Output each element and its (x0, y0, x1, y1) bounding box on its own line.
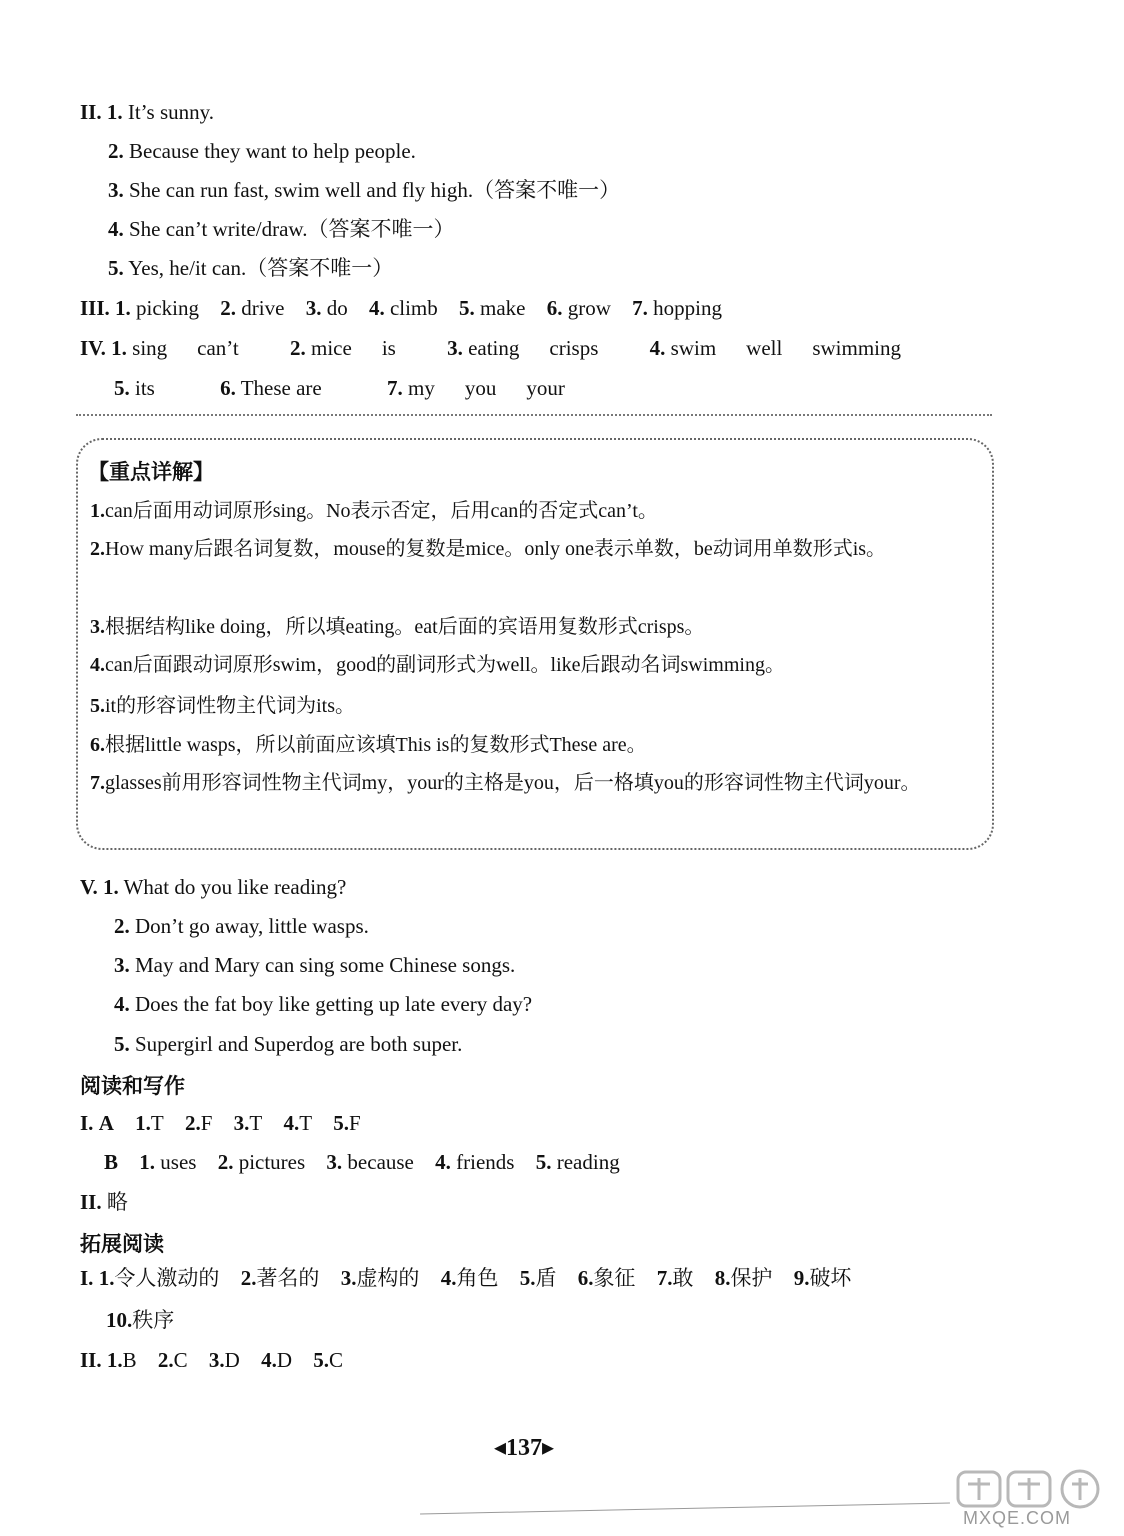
section-5-item-5: 5. Supergirl and Superdog are both super. (114, 1032, 463, 1056)
bottom-rule (420, 1502, 950, 1514)
section-3-row: III. 1. picking 2. drive 3. do 4. climb 5. make 6. grow 7. hopping (80, 296, 723, 320)
section-5-item-2: 2. Don’t go away, little wasps. (114, 914, 369, 938)
explanation-item-5: 5.it的形容词性物主代词为its。 (90, 695, 356, 717)
section-4-row-2: 5. its 6. These are 7. my you your (114, 376, 565, 400)
explanation-item-4: 4.can后面跟动词原形swim，good的副词形式为well。like后跟动名词swimming。 (90, 654, 785, 676)
watermark-site: MXQE.COM (963, 1508, 1072, 1528)
extended-part-1-row-1: I. 1.令人激动的 2.著名的 3.虚构的 4.角色 5.盾 6.象征 7.敢 8.保护 9.破坏 (80, 1266, 852, 1290)
explanation-item-1: 1.can后面用动词原形sing。No表示否定，后用can的否定式can’t。 (90, 500, 658, 522)
section-label: IV. (80, 336, 106, 360)
section-4-row-1: IV. 1. sing can’t 2. mice is 3. eating crisps 4. swim well swimming (80, 336, 901, 360)
section-5-item-1: V. 1. What do you like reading? (80, 875, 347, 899)
page-number: ◂137▸ (494, 1435, 555, 1461)
reading-writing-part-b: B 1. uses 2. pictures 3. because 4. friends 5. reading (104, 1150, 620, 1174)
extended-reading-heading: 拓展阅读 (80, 1232, 164, 1256)
extended-part-2: II. 1.B 2.C 3.D 4.D 5.C (80, 1348, 343, 1372)
explanation-item-3: 3.根据结构like doing，所以填eating。eat后面的宾语用复数形式crisps。 (90, 616, 705, 638)
reading-writing-part-a: I. A 1.T 2.F 3.T 4.T 5.F (80, 1111, 361, 1135)
section-2-item-4: 4. She can’t write/draw.（答案不唯一） (108, 217, 455, 241)
explanation-item-2: 2.How many后跟名词复数，mouse的复数是mice。only one表示单数，be动词用单数形式is。 (90, 538, 887, 560)
section-label: II. (80, 100, 102, 124)
extended-part-1-row-2: 10.秩序 (106, 1308, 175, 1332)
section-5-item-4: 4. Does the fat boy like getting up late every day? (114, 992, 533, 1016)
section-label: V. (80, 875, 98, 899)
dotted-divider (76, 414, 992, 416)
section-5-item-3: 3. May and Mary can sing some Chinese songs. (114, 953, 516, 977)
section-2-item-2: 2. Because they want to help people. (108, 139, 416, 163)
reading-writing-part-2: II. 略 (80, 1190, 128, 1214)
section-label: III. (80, 296, 110, 320)
explanation-item-7: 7.glasses前用形容词性物主代词my，your的主格是you，后一格填you的形容词性物主代词your。 (90, 772, 921, 794)
section-2-item-5: 5. Yes, he/it can.（答案不唯一） (108, 256, 394, 280)
explanation-item-6: 6.根据little wasps，所以前面应该填This is的复数形式These are。 (90, 734, 647, 756)
section-2-item-3: 3. She can run fast, swim well and fly high.（答案不唯一） (108, 178, 621, 202)
reading-writing-heading: 阅读和写作 (80, 1074, 185, 1098)
section-2-item-1: II. 1. It’s sunny. (80, 100, 215, 124)
explanation-title: 【重点详解】 (88, 460, 214, 484)
